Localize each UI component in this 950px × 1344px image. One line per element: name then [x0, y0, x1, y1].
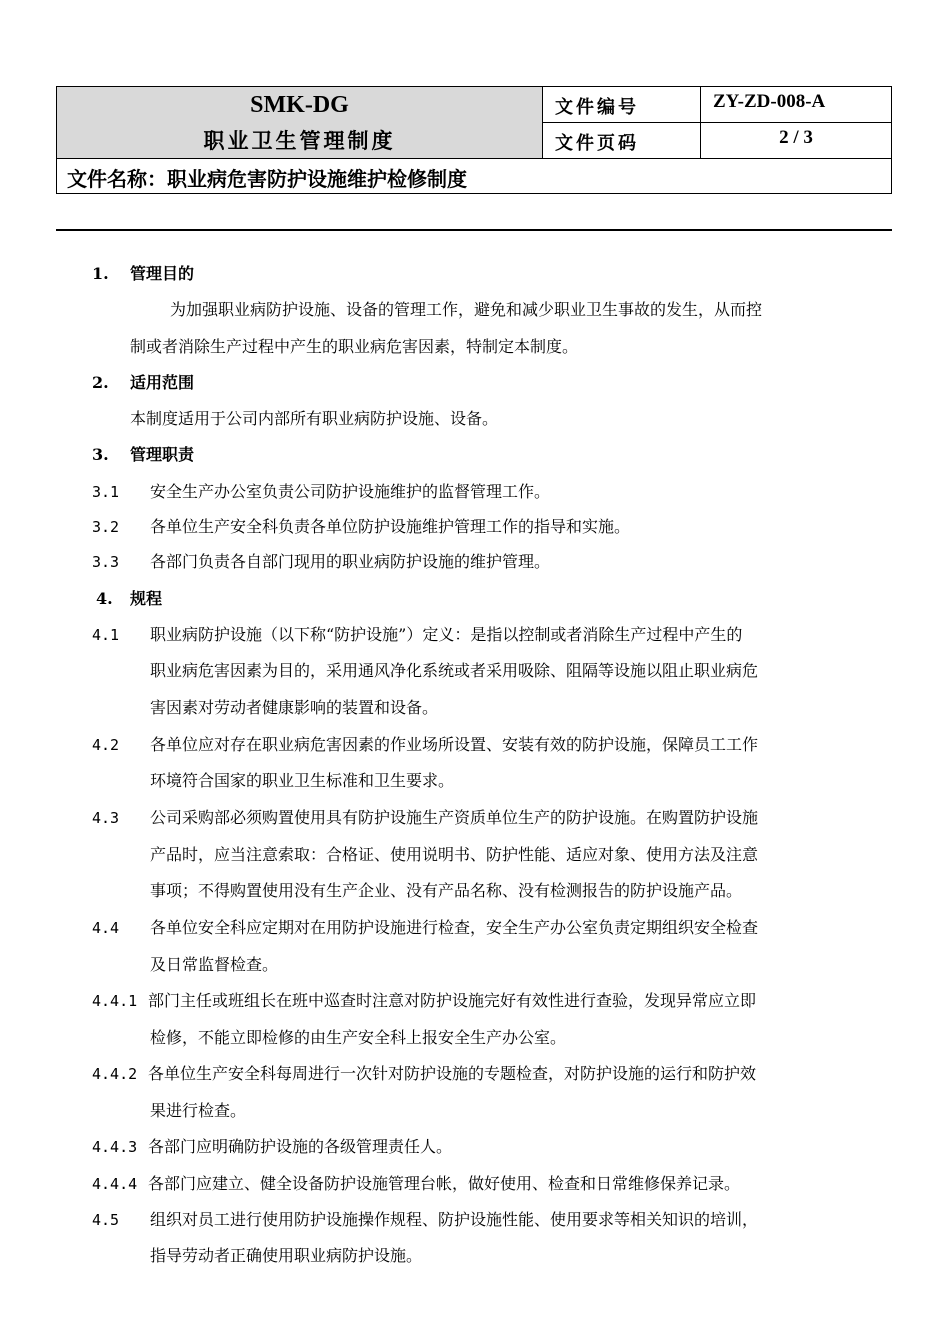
clause-number: 4.4.1	[92, 992, 138, 1010]
clause-line: 安全生产办公室负责公司防护设施维护的监督管理工作。	[150, 482, 551, 501]
clause-line: 各部门应建立、健全设备防护设施管理台帐，做好使用、检查和日常维修保养记录。	[148, 1174, 741, 1193]
clause-line: 各单位应对存在职业病危害因素的作业场所设置、安装有效的防护设施，保障员工工作	[150, 735, 759, 754]
clause-line: 各部门应明确防护设施的各级管理责任人。	[148, 1137, 453, 1156]
clause-number: 4.5	[92, 1211, 120, 1229]
clause-line: 职业病危害因素为目的，采用通风净化系统或者采用吸除、阻隔等设施以阻止职业病危	[150, 661, 759, 680]
clause-line: 果进行检查。	[150, 1101, 247, 1120]
clause-number: 4.1	[92, 626, 120, 644]
page-number-value: 2 / 3	[701, 123, 891, 159]
clause-line: 害因素对劳动者健康影响的装置和设备。	[150, 698, 439, 717]
doc-series-title: 职业卫生管理制度	[203, 128, 396, 153]
section-number: 4.	[96, 589, 113, 608]
clause-line: 事项；不得购置使用没有生产企业、没有产品名称、没有检测报告的防护设施产品。	[150, 881, 743, 900]
paragraph-line: 制或者消除生产过程中产生的职业病危害因素，特制定本制度。	[130, 337, 579, 356]
company-name: SMK-DG	[250, 92, 349, 118]
clause-number: 3.3	[92, 553, 120, 571]
clause-number: 3.1	[92, 483, 120, 501]
section-number: 3.	[92, 445, 109, 464]
section-number: 1.	[92, 264, 109, 283]
doc-number-value: ZY-ZD-008-A	[701, 87, 891, 123]
clause-number: 4.3	[92, 809, 120, 827]
section-title: 管理目的	[130, 264, 195, 283]
clause-line: 环境符合国家的职业卫生标准和卫生要求。	[150, 771, 455, 790]
paragraph-line: 本制度适用于公司内部所有职业病防护设施、设备。	[130, 409, 499, 428]
header-divider	[56, 229, 892, 231]
section-title: 适用范围	[130, 373, 195, 392]
page-number-label: 文件页码	[543, 123, 701, 159]
section-title: 管理职责	[130, 445, 195, 464]
clause-line: 职业病防护设施（以下称“防护设施”）定义：是指以控制或者消除生产过程中产生的	[150, 625, 743, 644]
clause-number: 3.2	[92, 518, 120, 536]
clause-line: 产品时，应当注意索取：合格证、使用说明书、防护性能、适应对象、使用方法及注意	[150, 845, 759, 864]
clause-line: 指导劳动者正确使用职业病防护设施。	[150, 1246, 423, 1265]
clause-number: 4.4.2	[92, 1065, 138, 1083]
clause-line: 各部门负责各自部门现用的职业病防护设施的维护管理。	[150, 552, 551, 571]
clause-line: 部门主任或班组长在班中巡查时注意对防护设施完好有效性进行查验，发现异常应立即	[148, 991, 757, 1010]
clause-line: 公司采购部必须购置使用具有防护设施生产资质单位生产的防护设施。在购置防护设施	[150, 808, 759, 827]
clause-line: 各单位生产安全科负责各单位防护设施维护管理工作的指导和实施。	[150, 517, 631, 536]
section-title: 规程	[130, 589, 163, 608]
clause-line: 检修，不能立即检修的由生产安全科上报安全生产办公室。	[150, 1028, 567, 1047]
clause-number: 4.4.3	[92, 1138, 138, 1156]
clause-number: 4.2	[92, 736, 120, 754]
header-title-cell	[57, 87, 543, 159]
section-number: 2.	[92, 373, 109, 392]
clause-line: 各单位安全科应定期对在用防护设施进行检查，安全生产办公室负责定期组织安全检查	[150, 918, 759, 937]
clause-line: 各单位生产安全科每周进行一次针对防护设施的专题检查，对防护设施的运行和防护效	[148, 1064, 757, 1083]
paragraph-line: 为加强职业病防护设施、设备的管理工作，避免和减少职业卫生事故的发生，从而控	[170, 300, 763, 319]
clause-line: 及日常监督检查。	[150, 955, 279, 974]
clause-number: 4.4.4	[92, 1175, 138, 1193]
document-header-table	[56, 86, 892, 194]
clause-number: 4.4	[92, 919, 120, 937]
document-name: 文件名称：职业病危害防护设施维护检修制度	[67, 167, 467, 191]
clause-line: 组织对员工进行使用防护设施操作规程、防护设施性能、使用要求等相关知识的培训，	[150, 1210, 759, 1229]
doc-number-label: 文件编号	[543, 87, 701, 123]
